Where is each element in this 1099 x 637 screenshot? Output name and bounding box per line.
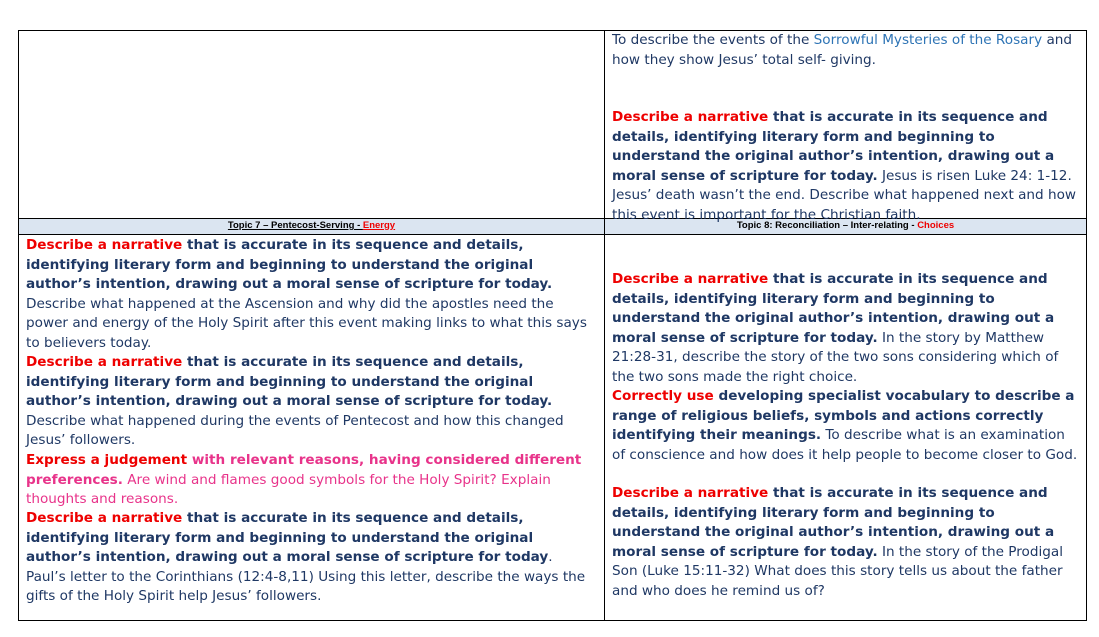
topic8-header-theme: Choices: [917, 220, 955, 231]
topic8-header-title: Topic 8: Reconciliation – Inter-relating -: [736, 220, 918, 231]
topic8-block-2: Correctly use developing specialist vocabulary to describe a range of religious beliefs, symbols and actions correctly identifying their meanings. To describe what is an examination of conscience and how does it help people to become closer to God.: [612, 388, 1078, 463]
topic7-header-theme: Energy: [362, 220, 396, 231]
task-label: Describe a narrative: [612, 109, 769, 125]
topic8-block-3: Describe a narrative that is accurate in its sequence and details, identifying literary form and beginning to understand the original author’s intention, drawing out a moral sense of scripture for today. In the story of the Prodigal Son (Luke 15:11-32) What does this story tells us about the father and who does he remind us of?: [612, 485, 1063, 599]
topic7-header-title: Topic 7 – Pentecost-Serving -: [227, 220, 363, 231]
top-right-task: Describe a narrative that is accurate in its sequence and details, identifying literary form and beginning to understand the original author’s intention, drawing out a moral sense of scripture for today. Jesus is risen Luke 24: 1-12. Jesus’ death wasn’t the end. Describe what happened next and how this event is important for the Christian faith.: [612, 109, 1077, 223]
top-right-intro: To describe the events of the Sorrowful Mysteries of the Rosary and how they show Jesus’ total self- giving.: [612, 32, 1073, 68]
topic7-header: [18, 218, 605, 235]
cell-top-left: [18, 30, 605, 219]
topic7-block-1: Describe a narrative that is accurate in its sequence and details, identifying literary form and beginning to understand the original author’s intention, drawing out a moral sense of scripture for today. Describe what happened at the Ascension and why did the apostles need the power and energy of the Holy Spirit after this event making links to what this says to believers today.: [26, 237, 587, 351]
topic7-block-2: Describe a narrative that is accurate in its sequence and details, identifying literary form and beginning to understand the original author’s intention, drawing out a moral sense of scripture for today. Describe what happened during the events of Pentecost and how this changed Jesus’ followers.: [26, 354, 564, 448]
topic8-block-1: Describe a narrative that is accurate in its sequence and details, identifying literary form and beginning to understand the original author’s intention, drawing out a moral sense of scripture for today. In the story by Matthew 21:28-31, describe the story of the two sons considering which of the two sons made the right choice.: [612, 271, 1059, 385]
topic7-block-4: Describe a narrative that is accurate in its sequence and details, identifying literary form and beginning to understand the original author’s intention, drawing out a moral sense of scripture for today. Paul’s letter to the Corinthians (12:4-8,11) Using this letter, describe the ways the gifts of the Holy Spirit help Jesus’ followers.: [26, 510, 586, 604]
sorrowful-mysteries-text: Sorrowful Mysteries of the Rosary: [813, 32, 1043, 48]
topic7-block-3: Express a judgement with relevant reasons, having considered different preferences. Are wind and flames good symbols for the Holy Spirit? Explain thoughts and reasons.: [26, 452, 582, 507]
